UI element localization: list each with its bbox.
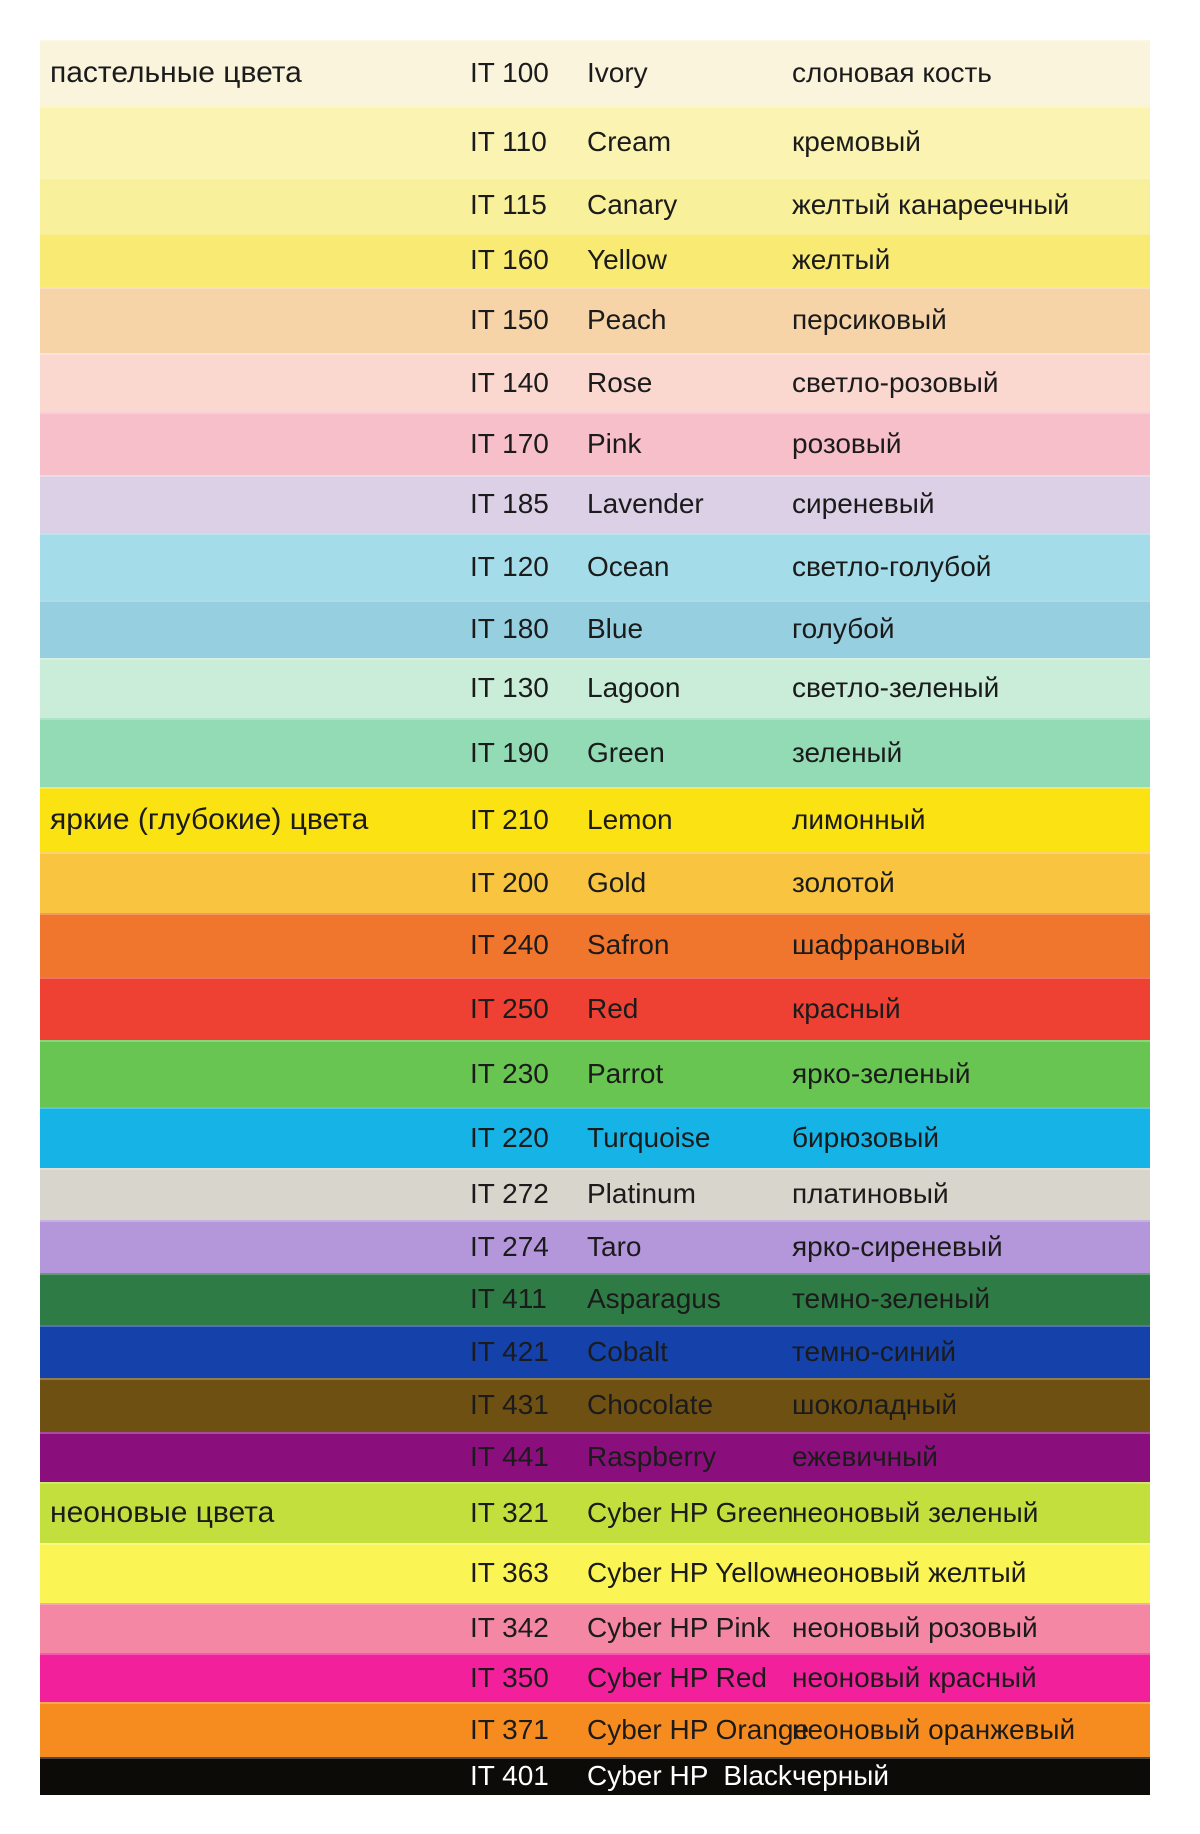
color-table xyxy=(40,40,1150,1795)
color-name-ru: темно-синий xyxy=(792,1335,957,1367)
color-name-ru: темно-зеленый xyxy=(792,1283,990,1314)
color-name-ru: розовый xyxy=(792,427,902,459)
section-label: неоновые цвета xyxy=(50,1495,275,1529)
color-name-ru: желтый xyxy=(792,244,891,275)
color-code: IT 130 xyxy=(470,672,549,703)
color-code: IT 115 xyxy=(470,189,547,220)
color-name-ru: голубой xyxy=(792,613,895,644)
color-name-en: Safron xyxy=(587,929,670,960)
color-row xyxy=(40,177,1150,233)
color-code: IT 120 xyxy=(470,550,549,582)
color-code: IT 160 xyxy=(470,244,549,275)
color-name-en: Lavender xyxy=(587,488,704,519)
section-label: яркие (глубокие) цвета xyxy=(50,802,369,836)
color-code: IT 350 xyxy=(470,1661,549,1693)
color-name-ru: красный xyxy=(792,992,901,1024)
color-row xyxy=(40,287,1150,353)
color-row xyxy=(40,1757,1150,1795)
color-name-ru: неоновый оранжевый xyxy=(792,1713,1076,1745)
color-name-ru: неоновый зеленый xyxy=(792,1496,1039,1528)
color-row xyxy=(40,533,1150,600)
color-name-ru: шафрановый xyxy=(792,929,966,960)
color-name-en: Cobalt xyxy=(587,1335,668,1367)
color-row xyxy=(40,1603,1150,1653)
color-code: IT 100 xyxy=(470,57,549,88)
color-name-ru: платиновый xyxy=(792,1178,949,1209)
color-name-en: Parrot xyxy=(587,1057,664,1089)
color-row xyxy=(40,977,1150,1040)
color-name-en: Cyber HP Pink xyxy=(587,1612,771,1643)
color-name-ru: неоновый желтый xyxy=(792,1557,1027,1588)
color-code: IT 363 xyxy=(470,1557,549,1588)
color-row xyxy=(40,233,1150,287)
color-code: IT 272 xyxy=(470,1178,549,1209)
color-name-ru: светло-голубой xyxy=(792,550,992,582)
color-name-en: Taro xyxy=(587,1230,642,1262)
color-row xyxy=(40,1273,1150,1325)
color-row xyxy=(40,1220,1150,1273)
section-label: пастельные цвета xyxy=(50,56,302,89)
color-code: IT 321 xyxy=(470,1496,549,1528)
color-name-ru: желтый канареечный xyxy=(792,189,1070,220)
color-name-en: Ivory xyxy=(587,57,648,88)
color-name-en: Gold xyxy=(587,866,647,898)
color-code: IT 240 xyxy=(470,929,549,960)
color-row xyxy=(40,475,1150,533)
color-code: IT 185 xyxy=(470,488,549,519)
color-name-en: Cyber HP Black xyxy=(587,1760,792,1791)
color-code: IT 431 xyxy=(470,1389,549,1420)
color-name-ru: светло-розовый xyxy=(792,366,999,398)
color-name-ru: ярко-сиреневый xyxy=(792,1230,1003,1262)
color-row xyxy=(40,718,1150,787)
color-row xyxy=(40,1482,1150,1543)
color-name-en: Peach xyxy=(587,304,667,335)
color-row xyxy=(40,1107,1150,1168)
color-row xyxy=(40,600,1150,658)
color-code: IT 421 xyxy=(470,1335,549,1367)
color-name-en: Asparagus xyxy=(587,1283,721,1314)
color-code: IT 150 xyxy=(470,304,549,335)
color-row xyxy=(40,913,1150,977)
color-row xyxy=(40,1653,1150,1702)
color-name-en: Rose xyxy=(587,366,653,398)
color-name-en: Chocolate xyxy=(587,1389,714,1420)
color-name-en: Cyber HP Orange xyxy=(587,1713,810,1745)
color-row xyxy=(40,852,1150,913)
color-code: IT 250 xyxy=(470,992,549,1024)
color-name-en: Red xyxy=(587,992,639,1024)
color-code: IT 220 xyxy=(470,1121,549,1153)
color-name-ru: светло-зеленый xyxy=(792,672,1000,703)
color-name-en: Cream xyxy=(587,125,672,157)
color-code: IT 371 xyxy=(470,1713,549,1745)
color-code: IT 210 xyxy=(470,803,549,835)
color-name-en: Raspberry xyxy=(587,1441,717,1472)
color-code: IT 170 xyxy=(470,427,549,459)
color-name-ru: слоновая кость xyxy=(792,57,992,88)
color-row xyxy=(40,1543,1150,1603)
color-row xyxy=(40,106,1150,177)
color-code: IT 140 xyxy=(470,366,549,398)
color-name-ru: персиковый xyxy=(792,304,947,335)
color-name-ru: неоновый красный xyxy=(792,1661,1037,1693)
color-row xyxy=(40,658,1150,718)
color-code: IT 401 xyxy=(470,1760,549,1791)
color-name-ru: лимонный xyxy=(792,803,926,835)
color-name-ru: ежевичный xyxy=(792,1441,938,1472)
color-row xyxy=(40,787,1150,852)
color-row xyxy=(40,1168,1150,1220)
color-name-en: Turquoise xyxy=(587,1121,711,1153)
color-name-ru: черный xyxy=(792,1760,889,1791)
color-name-en: Lemon xyxy=(587,803,673,835)
color-code: IT 200 xyxy=(470,866,549,898)
color-name-en: Platinum xyxy=(587,1178,696,1209)
color-row xyxy=(40,353,1150,412)
color-row xyxy=(40,1432,1150,1482)
color-name-en: Pink xyxy=(587,427,642,459)
color-code: IT 180 xyxy=(470,613,549,644)
color-code: IT 110 xyxy=(470,125,547,157)
color-name-ru: кремовый xyxy=(792,125,921,157)
color-code: IT 274 xyxy=(470,1230,549,1262)
color-name-en: Yellow xyxy=(587,244,667,275)
color-name-en: Canary xyxy=(587,189,678,220)
color-name-ru: ярко-зеленый xyxy=(792,1057,971,1089)
color-name-ru: шоколадный xyxy=(792,1389,958,1420)
color-name-en: Cyber HP Red xyxy=(587,1661,768,1693)
color-name-en: Blue xyxy=(587,613,644,644)
color-row xyxy=(40,1325,1150,1378)
color-row xyxy=(40,1378,1150,1432)
color-code: IT 441 xyxy=(470,1441,549,1472)
color-name-ru: сиреневый xyxy=(792,488,935,519)
color-row xyxy=(40,40,1150,106)
color-code: IT 342 xyxy=(470,1612,549,1643)
color-code: IT 230 xyxy=(470,1057,549,1089)
color-name-ru: бирюзовый xyxy=(792,1121,939,1153)
color-name-en: Cyber HP Yellow xyxy=(587,1557,796,1588)
color-name-ru: неоновый розовый xyxy=(792,1612,1038,1643)
color-name-en: Ocean xyxy=(587,550,670,582)
color-row xyxy=(40,1040,1150,1107)
color-code: IT 190 xyxy=(470,736,549,768)
color-name-ru: зеленый xyxy=(792,736,903,768)
color-name-en: Lagoon xyxy=(587,672,681,703)
color-row xyxy=(40,1702,1150,1757)
color-row xyxy=(40,412,1150,475)
color-name-en: Green xyxy=(587,736,665,768)
color-code: IT 411 xyxy=(470,1283,547,1314)
color-name-en: Cyber HP Green xyxy=(587,1496,794,1528)
color-name-ru: золотой xyxy=(792,866,895,898)
